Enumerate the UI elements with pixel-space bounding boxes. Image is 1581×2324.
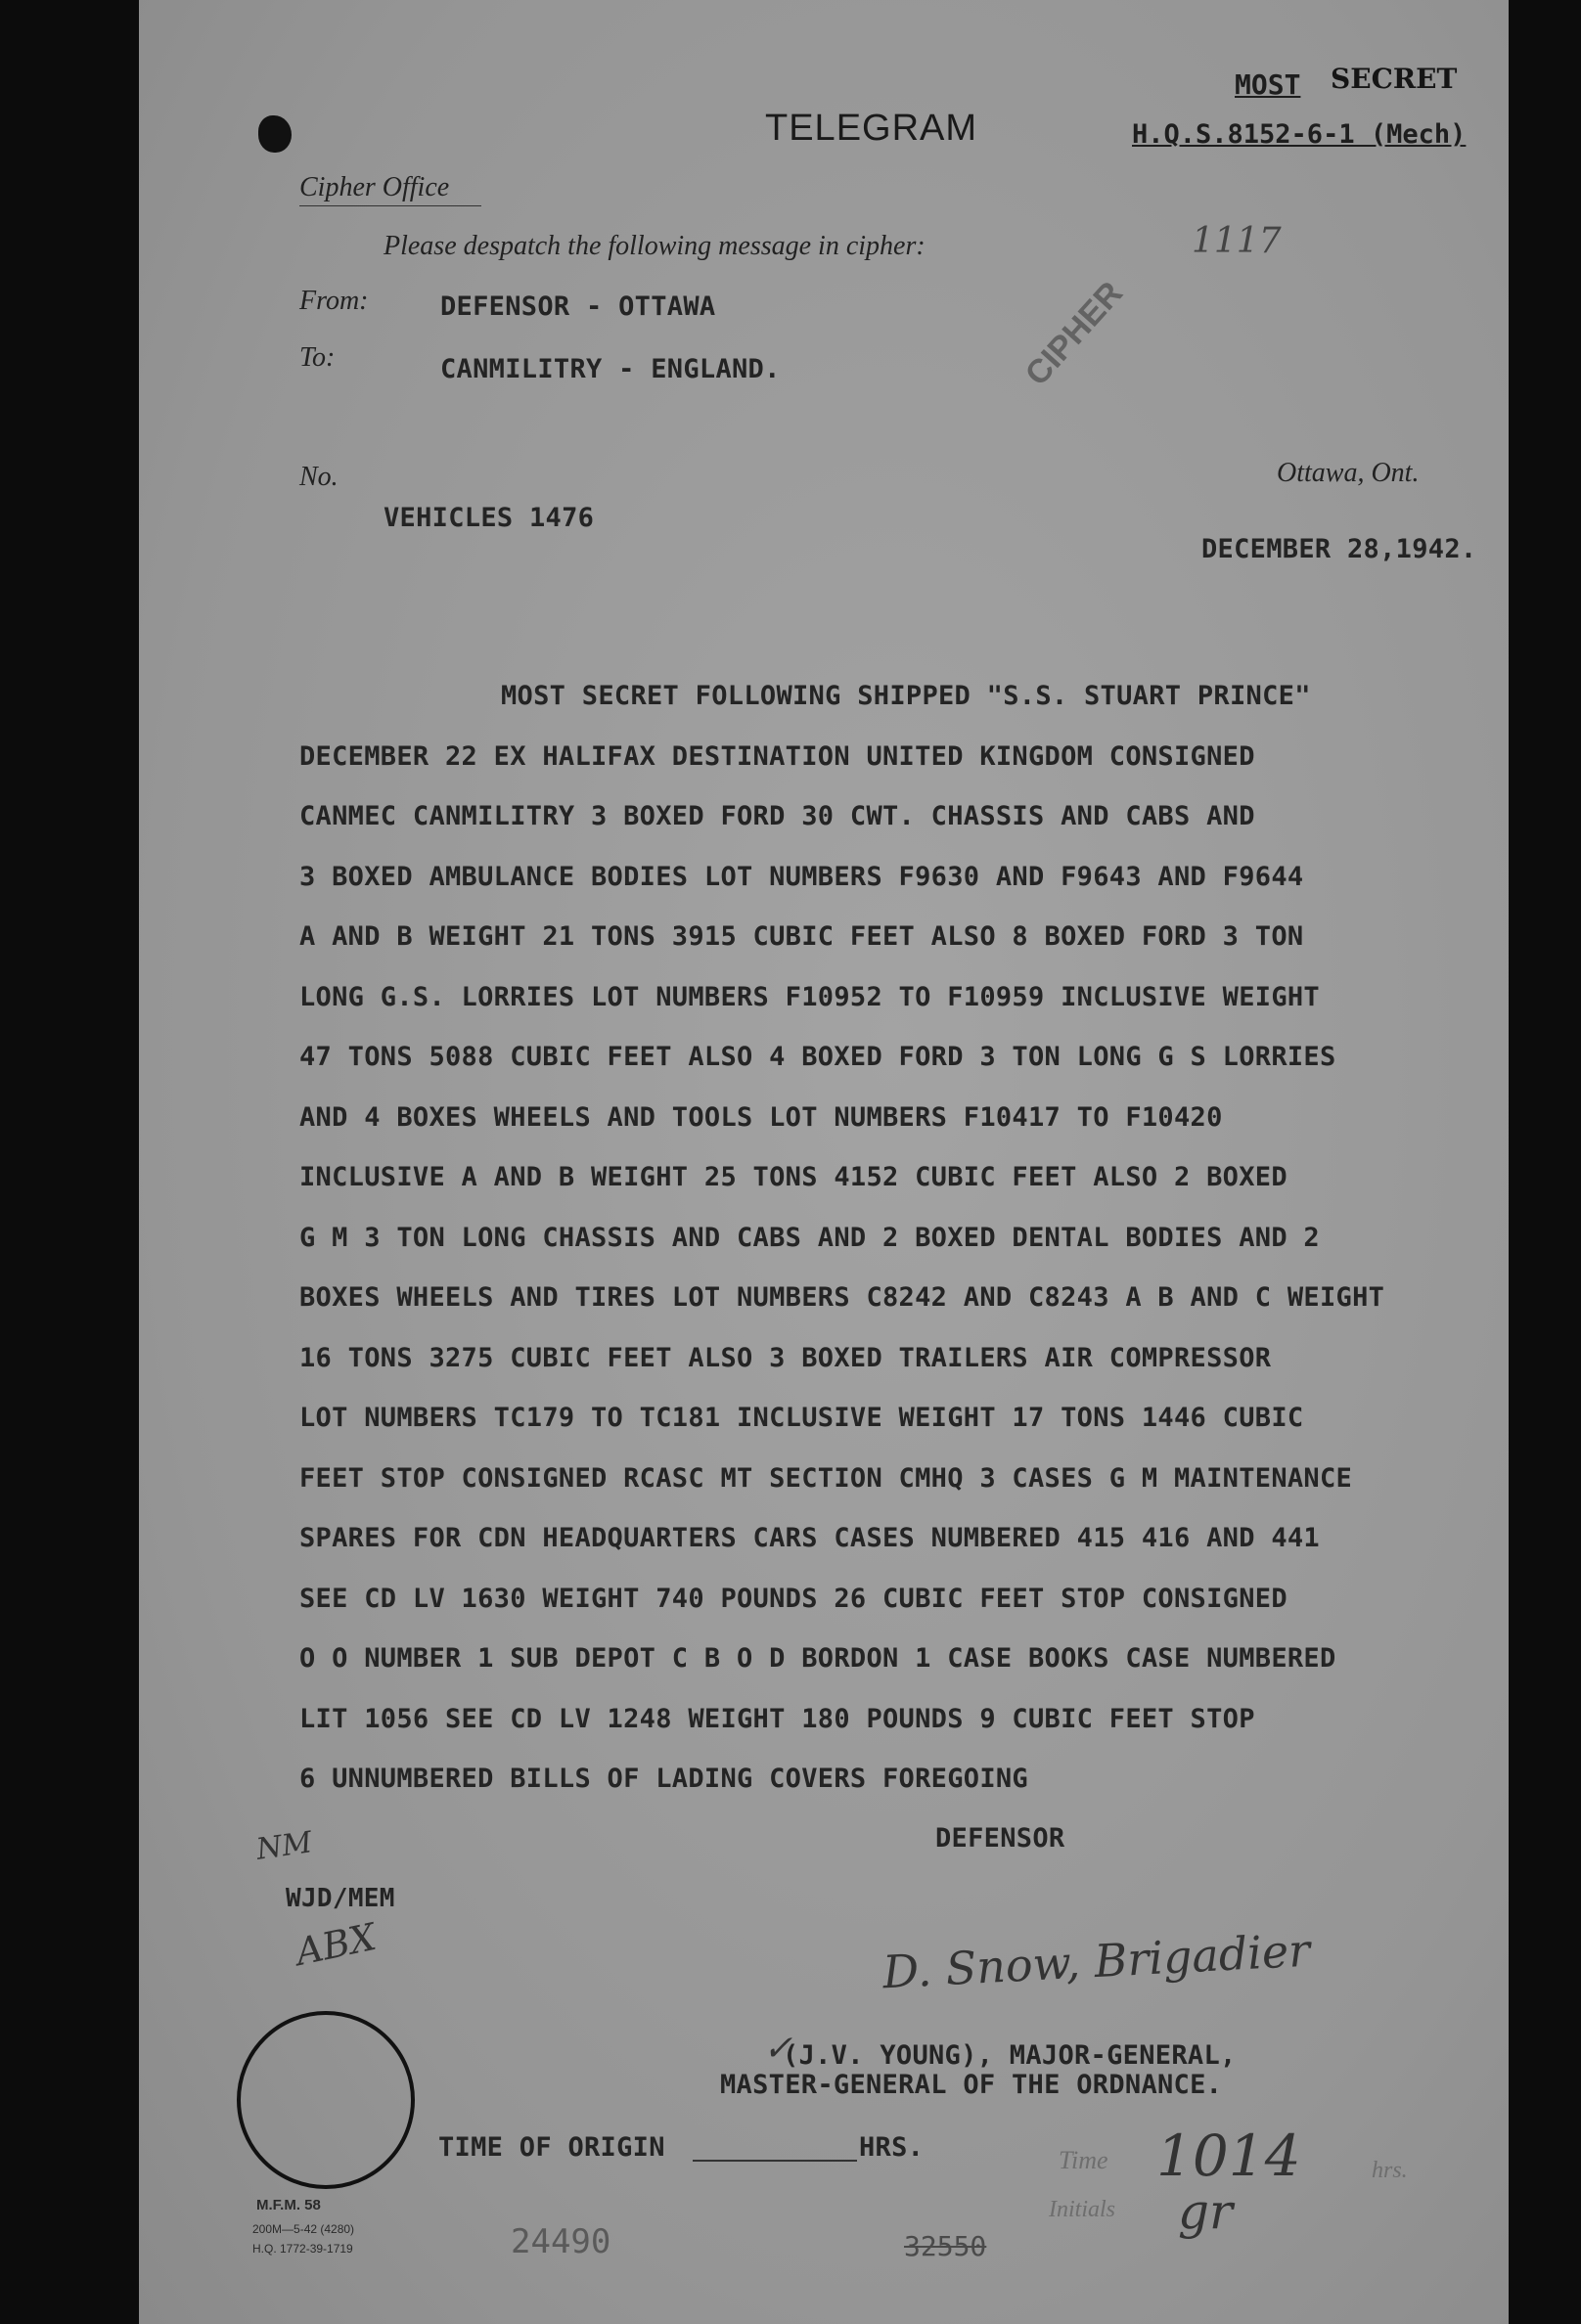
message-line: SPARES FOR CDN HEADQUARTERS CARS CASES NUMBERED 415 416 AND 441 — [299, 1523, 1320, 1553]
time-of-origin-hrs: HRS. — [859, 2132, 925, 2163]
signature-mark: ✓ — [763, 2029, 793, 2069]
form-code: M.F.M. 58 — [256, 2197, 321, 2213]
message-line: DECEMBER 22 EX HALIFAX DESTINATION UNITED KINGDOM CONSIGNED — [299, 740, 1255, 772]
cipher-office-label: Cipher Office — [299, 172, 450, 202]
time-of-origin-label: TIME OF ORIGIN — [438, 2132, 665, 2163]
from-label: From: — [299, 286, 369, 316]
bottom-number-2: 32550 — [904, 2230, 987, 2262]
form-sub-code-1: 200M—5-42 (4280) — [252, 2222, 355, 2236]
form-sub-code-2: H.Q. 1772-39-1719 — [252, 2242, 353, 2256]
time-label: Time — [1059, 2146, 1108, 2174]
message-line: 47 TONS 5088 CUBIC FEET ALSO 4 BOXED FORD 3 TON LONG G S LORRIES — [299, 1042, 1336, 1072]
file-reference: H.Q.S.8152-6-1 (Mech) — [1132, 119, 1467, 150]
message-line: LIT 1056 SEE CD LV 1248 WEIGHT 180 POUNDS 9 CUBIC FEET STOP — [299, 1703, 1255, 1734]
signatory-title: MASTER-GENERAL OF THE ORDNANCE. — [720, 2070, 1223, 2100]
message-line: LONG G.S. LORRIES LOT NUMBERS F10952 TO F10959 INCLUSIVE WEIGHT — [299, 981, 1320, 1012]
ink-blot — [258, 115, 292, 153]
telegram-sheet — [139, 0, 1509, 2324]
secret-label: SECRET — [1331, 63, 1458, 95]
message-line: G M 3 TON LONG CHASSIS AND CABS AND 2 BOXED DENTAL BODIES AND 2 — [299, 1222, 1320, 1253]
handwritten-number: 1117 — [1192, 221, 1282, 261]
message-body — [299, 681, 1503, 1824]
initials-value: gr — [1178, 2183, 1233, 2240]
message-date: DECEMBER 28,1942. — [1201, 534, 1477, 564]
initials-label: Initials — [1049, 2197, 1116, 2222]
message-line: 3 BOXED AMBULANCE BODIES LOT NUMBERS F9630 AND F9643 AND F9644 — [299, 861, 1304, 892]
message-line: A AND B WEIGHT 21 TONS 3915 CUBIC FEET ALSO 8 BOXED FORD 3 TON — [299, 921, 1304, 952]
message-line: BOXES WHEELS AND TIRES LOT NUMBERS C8242 AND C8243 A B AND C WEIGHT — [299, 1282, 1385, 1313]
time-value: 1014 — [1156, 2123, 1301, 2189]
message-line: FEET STOP CONSIGNED RCASC MT SECTION CMHQ 3 CASES G M MAINTENANCE — [299, 1462, 1353, 1494]
message-line: LOT NUMBERS TC179 TO TC181 INCLUSIVE WEIGHT 17 TONS 1446 CUBIC — [299, 1403, 1304, 1433]
date-stamp-circle — [237, 2011, 415, 2189]
cipher-office-underline — [299, 205, 481, 206]
from-value: DEFENSOR - OTTAWA — [440, 291, 716, 322]
cipher-stamp: CIPHER — [1017, 274, 1130, 393]
reference-number: VEHICLES 1476 — [384, 503, 595, 533]
bottom-number: 24490 — [511, 2222, 611, 2261]
most-label: MOST — [1235, 68, 1301, 101]
initials-handwritten-1: NM — [253, 1825, 315, 1867]
signature: D. Snow, Brigadier — [881, 1923, 1312, 1999]
initials-handwritten-2: ABX — [292, 1914, 381, 1975]
signoff: DEFENSOR — [935, 1823, 1065, 1854]
page-title: TELEGRAM — [765, 108, 978, 149]
message-line: 6 UNNUMBERED BILLS OF LADING COVERS FOREGOING — [299, 1764, 1028, 1794]
time-of-origin-blank — [693, 2160, 857, 2162]
message-line: 16 TONS 3275 CUBIC FEET ALSO 3 BOXED TRAILERS AIR COMPRESSOR — [299, 1342, 1272, 1373]
message-line: AND 4 BOXES WHEELS AND TOOLS LOT NUMBERS F10417 TO F10420 — [299, 1101, 1223, 1133]
to-label: To: — [299, 342, 336, 373]
typist-initials: WJD/MEM — [286, 1884, 395, 1913]
place-label: Ottawa, Ont. — [1277, 458, 1420, 488]
to-value: CANMILITRY - ENGLAND. — [440, 354, 781, 384]
message-line: SEE CD LV 1630 WEIGHT 740 POUNDS 26 CUBIC FEET STOP CONSIGNED — [299, 1583, 1287, 1614]
signatory-name: (J.V. YOUNG), MAJOR-GENERAL, — [783, 2040, 1237, 2071]
message-line: MOST SECRET FOLLOWING SHIPPED "S.S. STUART PRINCE" — [501, 681, 1311, 711]
despatch-instruction: Please despatch the following message in cipher: — [384, 231, 926, 261]
message-line: CANMEC CANMILITRY 3 BOXED FORD 30 CWT. CHASSIS AND CABS AND — [299, 801, 1255, 831]
hrs-label-2: hrs. — [1372, 2158, 1408, 2183]
message-line: INCLUSIVE A AND B WEIGHT 25 TONS 4152 CUBIC FEET ALSO 2 BOXED — [299, 1162, 1287, 1192]
no-label: No. — [299, 462, 339, 492]
message-line: O O NUMBER 1 SUB DEPOT C B O D BORDON 1 CASE BOOKS CASE NUMBERED — [299, 1643, 1336, 1674]
